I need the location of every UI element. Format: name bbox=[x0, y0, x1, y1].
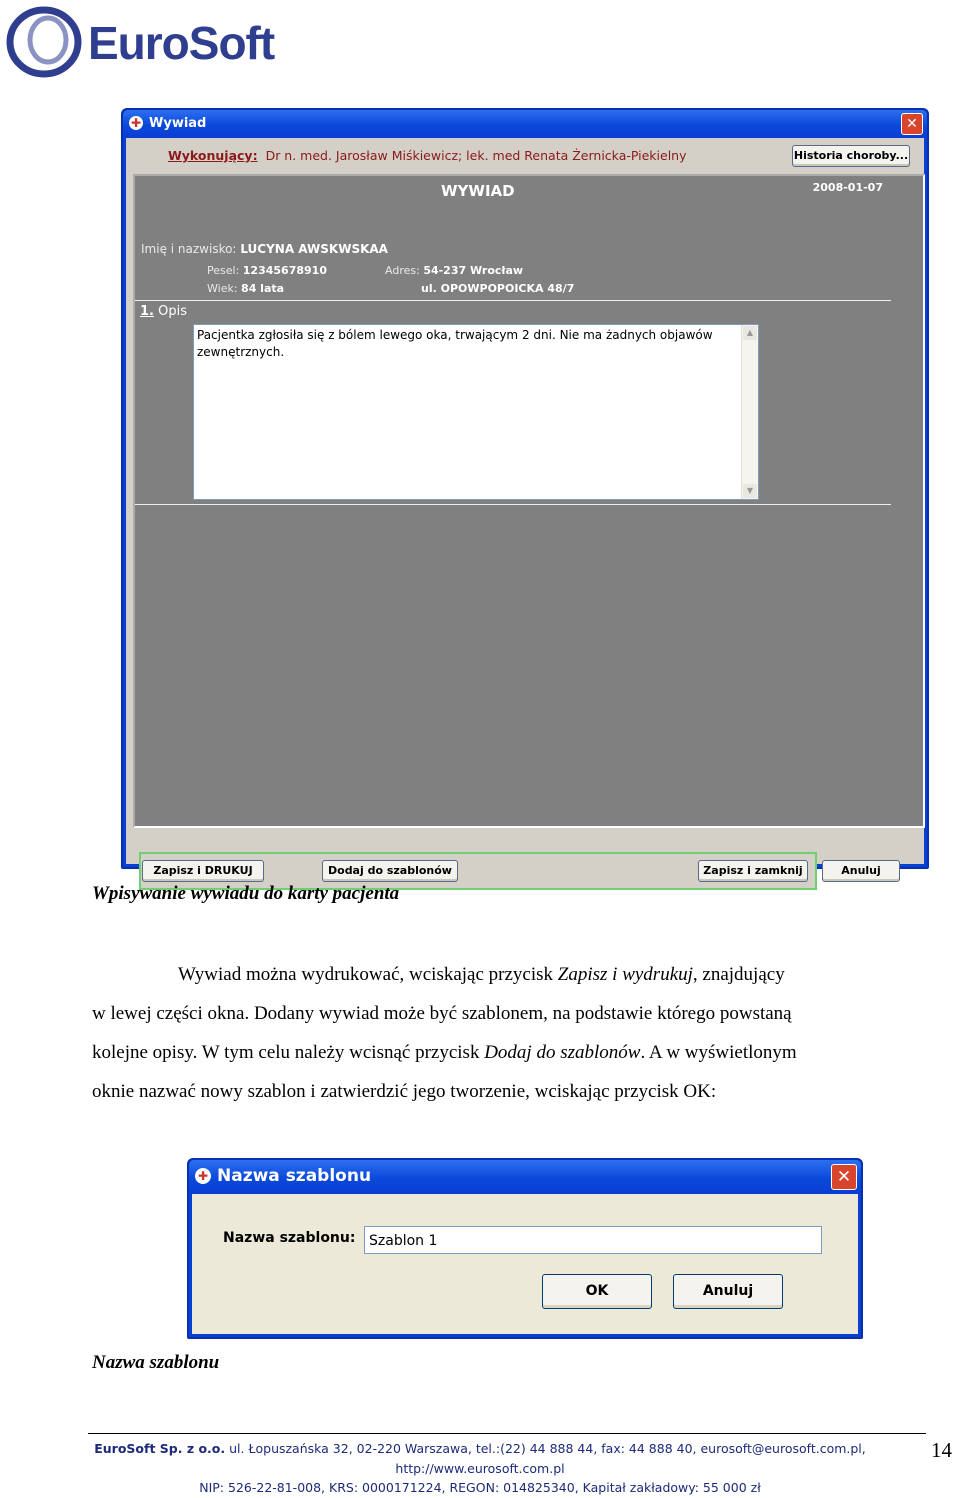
paragraph-line-1 bbox=[92, 955, 960, 994]
text-run: Wywiad można wydrukować, wciskając przycisk bbox=[178, 964, 558, 985]
pesel-value: 12345678910 bbox=[242, 264, 327, 277]
description-text: Pacjentka zgłosiła się z bólem lewego oka, trwającym 2 dni. Nie ma żadnych objawów zewnętrznych. bbox=[197, 328, 713, 359]
paragraph-line-2: w lewej części okna. Dodany wywiad może być szablonem, na podstawie którego powstaną bbox=[92, 1003, 792, 1024]
wywiad-window bbox=[121, 108, 929, 877]
app-icon: ✚ bbox=[130, 116, 142, 130]
age-label: Wiek: bbox=[207, 282, 238, 295]
app-icon: ✚ bbox=[195, 1168, 211, 1184]
template-name-dialog bbox=[187, 1158, 863, 1339]
footer-divider bbox=[88, 1433, 926, 1434]
age-value: 84 lata bbox=[241, 282, 285, 295]
body-paragraph bbox=[92, 955, 960, 1111]
executor-label[interactable]: Wykonujący: bbox=[168, 148, 258, 163]
patient-name-row bbox=[141, 242, 388, 256]
address-street: ul. OPOWPOPOICKA 48/7 bbox=[421, 282, 575, 295]
address-row bbox=[385, 264, 523, 277]
section-number: 1. bbox=[140, 304, 154, 319]
scroll-up-icon[interactable]: ▲ bbox=[743, 326, 757, 340]
save-print-button[interactable]: Zapisz i DRUKUJ bbox=[142, 860, 264, 882]
footer-address bbox=[0, 1441, 960, 1456]
patient-name: LUCYNA AWSKWSKAA bbox=[240, 242, 388, 256]
paragraph-line-4: oknie nazwać nowy szablon i zatwierdzić jego tworzenie, wciskając przycisk OK: bbox=[92, 1081, 717, 1102]
scroll-down-icon[interactable]: ▼ bbox=[743, 484, 757, 498]
cancel-button[interactable]: Anuluj bbox=[673, 1274, 783, 1309]
dialog-title: Nazwa szablonu bbox=[217, 1166, 372, 1186]
ok-button[interactable]: OK bbox=[542, 1274, 652, 1309]
emphasis-zapisz: Zapisz i wydrukuj bbox=[557, 964, 693, 985]
add-template-button[interactable]: Dodaj do szablonów bbox=[322, 860, 458, 882]
save-close-button[interactable]: Zapisz i zamknij bbox=[698, 860, 808, 882]
divider-bottom bbox=[135, 504, 891, 505]
cancel-button[interactable]: Anuluj bbox=[822, 860, 900, 882]
name-label: Imię i nazwisko: bbox=[141, 242, 237, 256]
close-icon[interactable]: ✕ bbox=[831, 1164, 857, 1190]
address-city: 54-237 Wrocław bbox=[423, 264, 524, 277]
page-number: 14 bbox=[931, 1438, 952, 1462]
footer-website[interactable]: http://www.eurosoft.com.pl bbox=[395, 1461, 565, 1476]
window-title: Wywiad bbox=[149, 115, 207, 131]
eurosoft-logo bbox=[6, 4, 286, 82]
footer-company: EuroSoft Sp. z o.o. bbox=[94, 1441, 226, 1456]
template-name-label: Nazwa szablonu: bbox=[223, 1230, 356, 1246]
description-textarea[interactable] bbox=[193, 324, 759, 500]
footer-address-text: ul. Łopuszańska 32, 02-220 Warszawa, tel.:(22) 44 888 44, fax: 44 888 40, eurosoft@eurosoft.com.pl, bbox=[225, 1441, 866, 1456]
document-title: WYWIAD bbox=[441, 182, 515, 200]
age-row bbox=[207, 282, 284, 295]
pesel-label: Pesel: bbox=[207, 264, 240, 277]
executor-row bbox=[168, 148, 687, 163]
history-button[interactable]: Historia choroby... bbox=[792, 145, 910, 167]
dialog-body bbox=[192, 1194, 858, 1334]
address-label: Adres: bbox=[385, 264, 420, 277]
close-icon[interactable]: ✕ bbox=[901, 113, 923, 135]
template-name-input[interactable]: Szablon 1 bbox=[364, 1226, 822, 1254]
dialog-titlebar bbox=[189, 1160, 861, 1192]
logo-swirl-icon bbox=[6, 4, 86, 80]
paragraph-line-3 bbox=[92, 1033, 960, 1072]
text-run: . A w wyświetlonym bbox=[640, 1042, 797, 1063]
footer-registry: NIP: 526-22-81-008, KRS: 0000171224, REGON: 014825340, Kapitał zakładowy: 55 000 zł bbox=[199, 1480, 761, 1495]
document-date: 2008-01-07 bbox=[812, 181, 883, 194]
wywiad-titlebar bbox=[123, 110, 927, 136]
description-scrollbar[interactable] bbox=[741, 325, 758, 499]
caption-wywiad: Wpisywanie wywiadu do karty pacjenta bbox=[92, 883, 400, 904]
address-street-row bbox=[421, 282, 574, 295]
pesel-row bbox=[207, 264, 327, 277]
wywiad-body bbox=[126, 138, 924, 877]
emphasis-dodaj: Dodaj do szablonów bbox=[484, 1042, 641, 1063]
divider bbox=[135, 300, 891, 301]
logo-text: EuroSoft bbox=[88, 17, 275, 69]
text-run: kolejne opisy. W tym celu należy wcisnąć przycisk bbox=[92, 1042, 485, 1063]
section-title bbox=[140, 304, 187, 319]
executor-value: Dr n. med. Jarosław Miśkiewicz; lek. med Renata Żernicka-Piekielny bbox=[265, 148, 687, 163]
caption-template: Nazwa szablonu bbox=[92, 1352, 220, 1373]
text-run: , znajdujący bbox=[692, 964, 785, 985]
document-card bbox=[133, 174, 925, 828]
section-name: Opis bbox=[158, 304, 187, 319]
